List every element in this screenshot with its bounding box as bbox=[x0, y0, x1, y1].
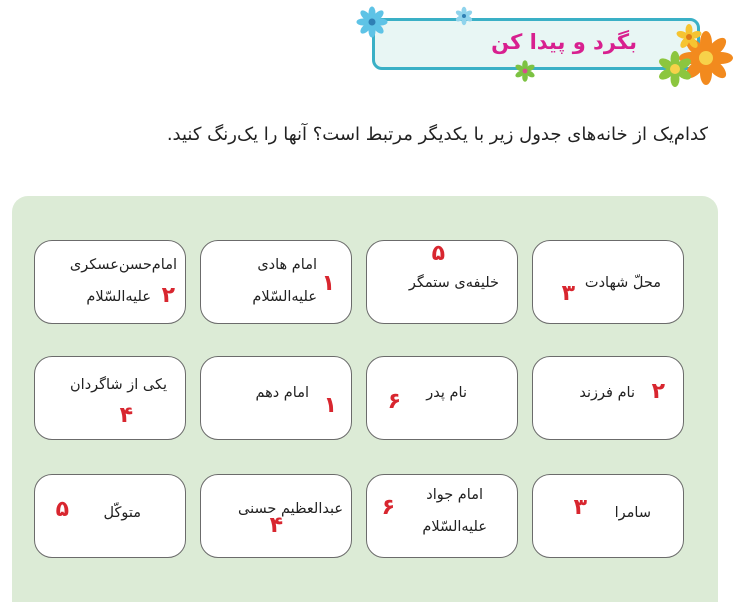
cell-imam-hasan-askari[interactable] bbox=[34, 240, 186, 324]
cell-one-of-students[interactable] bbox=[34, 356, 186, 440]
flower-small-blue-icon bbox=[454, 6, 474, 26]
cell-mark: ۲ bbox=[651, 379, 665, 404]
matching-board bbox=[12, 196, 718, 602]
cell-label: امام جواد bbox=[426, 487, 483, 503]
cell-child-name[interactable] bbox=[532, 356, 684, 440]
cell-mark: ۶ bbox=[387, 389, 401, 414]
cell-mark: ۶ bbox=[381, 495, 395, 520]
flower-small-green-icon bbox=[514, 60, 536, 82]
cell-mark: ۴ bbox=[269, 513, 283, 538]
cell-mark: ۱ bbox=[323, 393, 337, 418]
cell-martyrdom-place[interactable] bbox=[532, 240, 684, 324]
cell-label: نام پدر bbox=[426, 385, 467, 401]
flower-green-icon bbox=[656, 50, 694, 88]
cell-label: نام فرزند bbox=[579, 385, 635, 401]
cell-label: محلّ شهادت bbox=[584, 275, 661, 291]
cell-tyrant-caliph[interactable] bbox=[366, 240, 518, 324]
cell-father-name[interactable] bbox=[366, 356, 518, 440]
cell-samarra[interactable] bbox=[532, 474, 684, 558]
cell-tenth-imam[interactable] bbox=[200, 356, 352, 440]
cell-mark: ۳ bbox=[573, 495, 587, 520]
cell-imam-javad[interactable] bbox=[366, 474, 518, 558]
cell-mark: ۴ bbox=[119, 403, 133, 428]
cell-label: امام‌حسن‌عسکری bbox=[69, 257, 177, 273]
section-title: بگرد و پیدا کن bbox=[491, 30, 637, 54]
cell-mark: ۵ bbox=[55, 497, 69, 522]
cell-label: یکی از شاگردان bbox=[70, 377, 167, 393]
cell-label: علیه‌السّلام bbox=[252, 289, 317, 305]
instruction-text: کدام‌یک از خانه‌های جدول زیر با یکدیگر مرتبط است؟ آنها را یک‌رنگ کنید. bbox=[166, 124, 708, 145]
cell-label: عبدالعظیم حسنی bbox=[238, 501, 343, 517]
cell-mark: ۲ bbox=[161, 283, 175, 308]
cell-label: امام دهم bbox=[255, 385, 309, 401]
flower-yellow-icon bbox=[676, 24, 702, 50]
cell-mutawakkil[interactable] bbox=[34, 474, 186, 558]
cell-mark: ۱ bbox=[321, 271, 335, 296]
cell-mark: ۵ bbox=[431, 241, 445, 266]
cell-label: علیه‌السّلام bbox=[422, 519, 487, 535]
cell-label: خلیفه‌ی ستمگر bbox=[408, 275, 499, 291]
header-banner bbox=[372, 18, 700, 70]
cell-imam-hadi[interactable] bbox=[200, 240, 352, 324]
cell-label: سامرا bbox=[614, 505, 651, 521]
cell-abdulazim-hasani[interactable] bbox=[200, 474, 352, 558]
cell-label: علیه‌السّلام bbox=[86, 289, 151, 305]
cell-label: متوکّل bbox=[103, 505, 141, 521]
cell-label: امام هادی bbox=[257, 257, 317, 273]
flower-blue-icon bbox=[356, 6, 388, 38]
cell-mark: ۳ bbox=[561, 281, 575, 306]
